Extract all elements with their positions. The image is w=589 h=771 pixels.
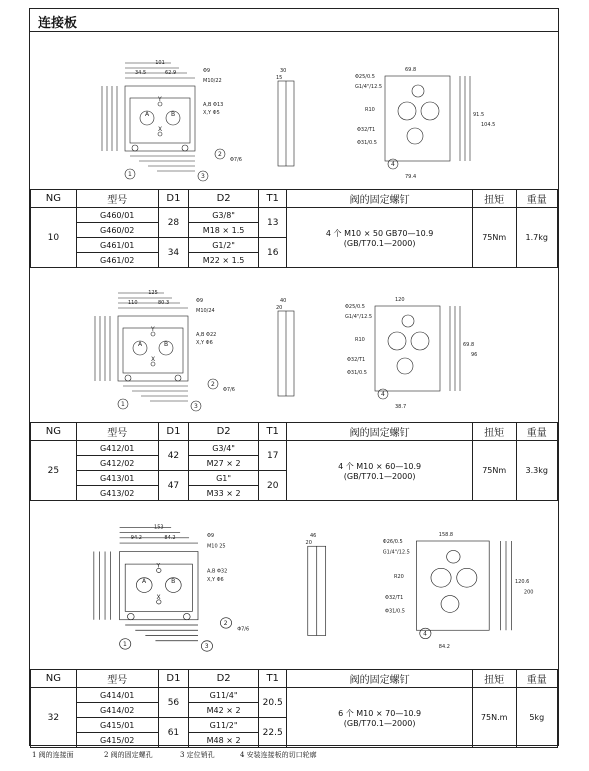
label-phi31: Φ31/0.5 [357, 140, 377, 146]
bottom-port [412, 85, 424, 97]
model-cell: G414/02 [76, 703, 158, 718]
side-dim: 30 [280, 68, 287, 74]
dim-label: 158.8 [438, 531, 454, 538]
callout-3: 3 [201, 173, 205, 180]
model-cell: G460/01 [76, 208, 158, 223]
mounting-hole [125, 375, 131, 381]
d2-cell: M18 × 1.5 [189, 223, 259, 238]
mounting-hole [175, 375, 181, 381]
bottom-port [411, 332, 429, 350]
callout-1: 1 [121, 401, 125, 408]
t1-cell: 13 [259, 208, 287, 238]
label-phi76: Φ7/6 [237, 626, 250, 633]
t1-cell: 16 [259, 238, 287, 268]
spec-table-ng10 [30, 189, 558, 268]
col-header: T1 [259, 670, 287, 688]
bottom-port [431, 568, 451, 587]
port-label-b: B [171, 578, 176, 585]
dim-label: 94.2 [130, 534, 142, 541]
dim-label: 69.8 [405, 67, 417, 73]
bottom-port [397, 358, 413, 374]
drawing-ng25 [30, 266, 558, 423]
label-m10: M10/22 [203, 78, 222, 84]
port-label-x: X [156, 593, 161, 601]
dim-label: 104.5 [481, 122, 496, 128]
bottom-port [402, 315, 414, 327]
callout-4: 4 [391, 161, 395, 168]
port-label-b: B [171, 111, 176, 118]
label-xy: X,Y Φ6 [196, 340, 213, 346]
dim-label: 84.2 [164, 534, 176, 541]
label-ab: A,B Φ32 [206, 568, 228, 575]
label-phi76: Φ7/6 [230, 157, 242, 163]
t1-cell: 20.5 [259, 688, 287, 718]
col-header: 型号 [76, 190, 158, 208]
technical-drawing [30, 266, 558, 421]
bottom-port [441, 596, 459, 613]
label-m10: M10/24 [196, 308, 215, 314]
torque-cell: 75Nm [472, 441, 516, 501]
screw-standard: (GB/T70.1—2000) [343, 238, 416, 248]
sheet-header [30, 9, 558, 32]
dim-label: 125 [148, 290, 158, 296]
bottom-port [457, 568, 477, 587]
label-xy: X,Y Φ6 [206, 576, 224, 583]
col-header: 扭矩 [472, 670, 516, 688]
screw-spec: 4 个 M10 × 50 GB70—10.9 [325, 228, 434, 238]
screw-cell [287, 688, 472, 748]
label-r10: R10 [355, 337, 365, 343]
label-phi31: Φ31/0.5 [385, 608, 405, 615]
label-phi25: Φ25/0.5 [355, 74, 375, 80]
screw-spec: 4 个 M10 × 60—10.9 [338, 461, 422, 471]
bottom-port [388, 332, 406, 350]
label-phi31: Φ31/0.5 [347, 370, 367, 376]
dim-label: 38.7 [395, 404, 407, 410]
col-header: D2 [189, 670, 259, 688]
mounting-hole [182, 145, 188, 151]
d1-cell: 34 [158, 238, 189, 268]
label-phi25: Φ26/0.5 [382, 539, 403, 546]
port-label-y: Y [156, 562, 161, 570]
bottom-view-plate [416, 541, 489, 630]
drawing-ng32 [30, 499, 558, 670]
callout-3: 3 [194, 403, 198, 410]
callout-4: 4 [381, 391, 385, 398]
callout-3: 3 [204, 643, 209, 651]
torque-cell: 75Nm [472, 208, 516, 268]
table-row [31, 208, 558, 223]
dim-label: 96 [471, 352, 478, 358]
label-g14: G1/4"/12.5 [345, 314, 373, 320]
side-dim: 15 [276, 75, 283, 81]
d2-cell: G3/8" [189, 208, 259, 223]
screw-spec: 6 个 M10 × 70—10.9 [338, 708, 422, 718]
callout-1: 1 [128, 171, 132, 178]
label-g14: G1/4"/12.5 [382, 549, 410, 556]
drawing-ng10 [30, 31, 558, 190]
col-header: NG [31, 423, 77, 441]
label-phi32: Φ32/T1 [347, 357, 366, 363]
col-header: D2 [189, 190, 259, 208]
d1-cell: 28 [158, 208, 189, 238]
callout-2: 2 [211, 381, 215, 388]
footnote-1: 1 阀的连接面 [32, 751, 74, 759]
side-dim: 40 [280, 298, 287, 304]
bottom-view-plate [385, 76, 450, 161]
technical-drawing [30, 31, 558, 188]
label-phi25: Φ25/0.5 [345, 304, 365, 310]
label-g14: G1/4"/12.5 [355, 84, 383, 90]
d2-cell: M27 × 2 [189, 456, 259, 471]
port-label-a: A [138, 341, 143, 348]
label-phi76: Φ7/6 [223, 387, 235, 393]
callout-1: 1 [122, 641, 127, 648]
side-dim: 20 [305, 540, 312, 547]
side-dim: 46 [310, 532, 317, 539]
model-cell: G412/01 [76, 441, 158, 456]
dim-label: 120 [395, 297, 405, 303]
dim-label: 91.5 [473, 112, 485, 118]
mounting-hole [183, 613, 190, 619]
ng-cell: 25 [31, 441, 77, 501]
dim-label: 200 [523, 589, 534, 596]
d2-cell: M42 × 2 [189, 703, 259, 718]
bottom-port [407, 128, 423, 144]
d2-cell: G1" [189, 471, 259, 486]
dim-label: 62.9 [165, 70, 177, 76]
model-cell: G415/02 [76, 733, 158, 748]
col-header: 阀的固定螺钉 [287, 423, 472, 441]
label-r10: R20 [394, 573, 404, 580]
dim-label: 79.4 [405, 174, 417, 180]
spec-table-ng25 [30, 422, 558, 501]
col-header: T1 [259, 190, 287, 208]
label-phi9: Φ9 [203, 68, 211, 74]
label-xy: X,Y Φ5 [203, 110, 220, 116]
col-header: T1 [259, 423, 287, 441]
callout-2: 2 [218, 151, 222, 158]
col-header: D1 [158, 670, 189, 688]
bottom-view-plate [375, 306, 440, 391]
label-phi9: Φ9 [206, 532, 215, 539]
col-header: 重量 [516, 670, 558, 688]
dim-label: 80.3 [158, 300, 170, 306]
label-phi32: Φ32/T1 [385, 594, 404, 601]
footnote-3: 3 定位销孔 [180, 751, 215, 759]
d2-cell: M33 × 2 [189, 486, 259, 501]
port-label-a: A [142, 578, 147, 585]
port-label-y: Y [151, 326, 155, 333]
port-label-x: X [151, 356, 156, 363]
label-r10: R10 [365, 107, 375, 113]
mounting-hole [132, 145, 138, 151]
dim-label: 110 [128, 300, 138, 306]
datasheet-frame [29, 8, 559, 759]
col-header: NG [31, 670, 77, 688]
screw-cell [287, 441, 472, 501]
col-header: D2 [189, 423, 259, 441]
dim-label: 69.8 [463, 342, 475, 348]
port-label-a: A [145, 111, 150, 118]
ng-cell: 32 [31, 688, 77, 748]
col-header: 型号 [76, 670, 158, 688]
d1-cell: 47 [158, 471, 189, 501]
model-cell: G413/02 [76, 486, 158, 501]
dim-label: 101 [155, 60, 165, 66]
screw-cell [287, 208, 472, 268]
port-label-b: B [164, 341, 169, 348]
d2-cell: G11/2" [189, 718, 259, 733]
spec-table-ng32 [30, 669, 558, 748]
screw-standard: (GB/T70.1—2000) [343, 471, 416, 481]
model-cell: G461/02 [76, 253, 158, 268]
col-header: D1 [158, 190, 189, 208]
footnote-4: 4 安装连接板的切口轮廓 [240, 751, 317, 759]
ng-cell: 10 [31, 208, 77, 268]
d1-cell: 61 [158, 718, 189, 748]
t1-cell: 20 [259, 471, 287, 501]
label-phi32: Φ32/T1 [357, 127, 376, 133]
model-cell: G460/02 [76, 223, 158, 238]
torque-cell: 75N.m [472, 688, 516, 748]
model-cell: G414/01 [76, 688, 158, 703]
technical-drawing [30, 499, 558, 668]
col-header: 扭矩 [472, 423, 516, 441]
d1-cell: 42 [158, 441, 189, 471]
col-header: 型号 [76, 423, 158, 441]
col-header: 阀的固定螺钉 [287, 670, 472, 688]
d2-cell: M48 × 2 [189, 733, 259, 748]
dim-label: 84.2 [438, 644, 450, 651]
footnote-2: 2 阀的固定螺孔 [104, 751, 153, 759]
bottom-port [447, 550, 460, 563]
port-label-x: X [158, 126, 163, 133]
callout-2: 2 [223, 620, 228, 627]
screw-standard: (GB/T70.1—2000) [343, 718, 416, 728]
model-cell: G412/02 [76, 456, 158, 471]
mounting-hole [127, 613, 134, 619]
col-header: D1 [158, 423, 189, 441]
label-m10: M10 25 [206, 543, 226, 550]
col-header: 重量 [516, 190, 558, 208]
sheet-title: 连接板 [38, 16, 78, 31]
table-row [31, 441, 558, 456]
t1-cell: 22.5 [259, 718, 287, 748]
label-phi9: Φ9 [196, 298, 204, 304]
col-header: NG [31, 190, 77, 208]
bottom-port [421, 102, 439, 120]
port-label-y: Y [158, 96, 162, 103]
side-dim: 20 [276, 305, 283, 311]
model-cell: G415/01 [76, 718, 158, 733]
dim-label: 120.6 [514, 579, 530, 585]
col-header: 扭矩 [472, 190, 516, 208]
d2-cell: G3/4" [189, 441, 259, 456]
col-header: 重量 [516, 423, 558, 441]
d2-cell: G11/4" [189, 688, 259, 703]
label-ab: A,B Φ13 [203, 102, 224, 108]
table-row [31, 688, 558, 703]
col-header: 阀的固定螺钉 [287, 190, 472, 208]
bottom-port [398, 102, 416, 120]
t1-cell: 17 [259, 441, 287, 471]
dim-label: 153 [154, 524, 164, 531]
dim-label: 34.5 [135, 70, 147, 76]
d2-cell: G1/2" [189, 238, 259, 253]
model-cell: G413/01 [76, 471, 158, 486]
weight-cell: 3.3kg [516, 441, 558, 501]
weight-cell: 5kg [516, 688, 558, 748]
model-cell: G461/01 [76, 238, 158, 253]
callout-4: 4 [423, 630, 427, 638]
d1-cell: 56 [158, 688, 189, 718]
weight-cell: 1.7kg [516, 208, 558, 268]
label-ab: A,B Φ22 [196, 332, 217, 338]
d2-cell: M22 × 1.5 [189, 253, 259, 268]
